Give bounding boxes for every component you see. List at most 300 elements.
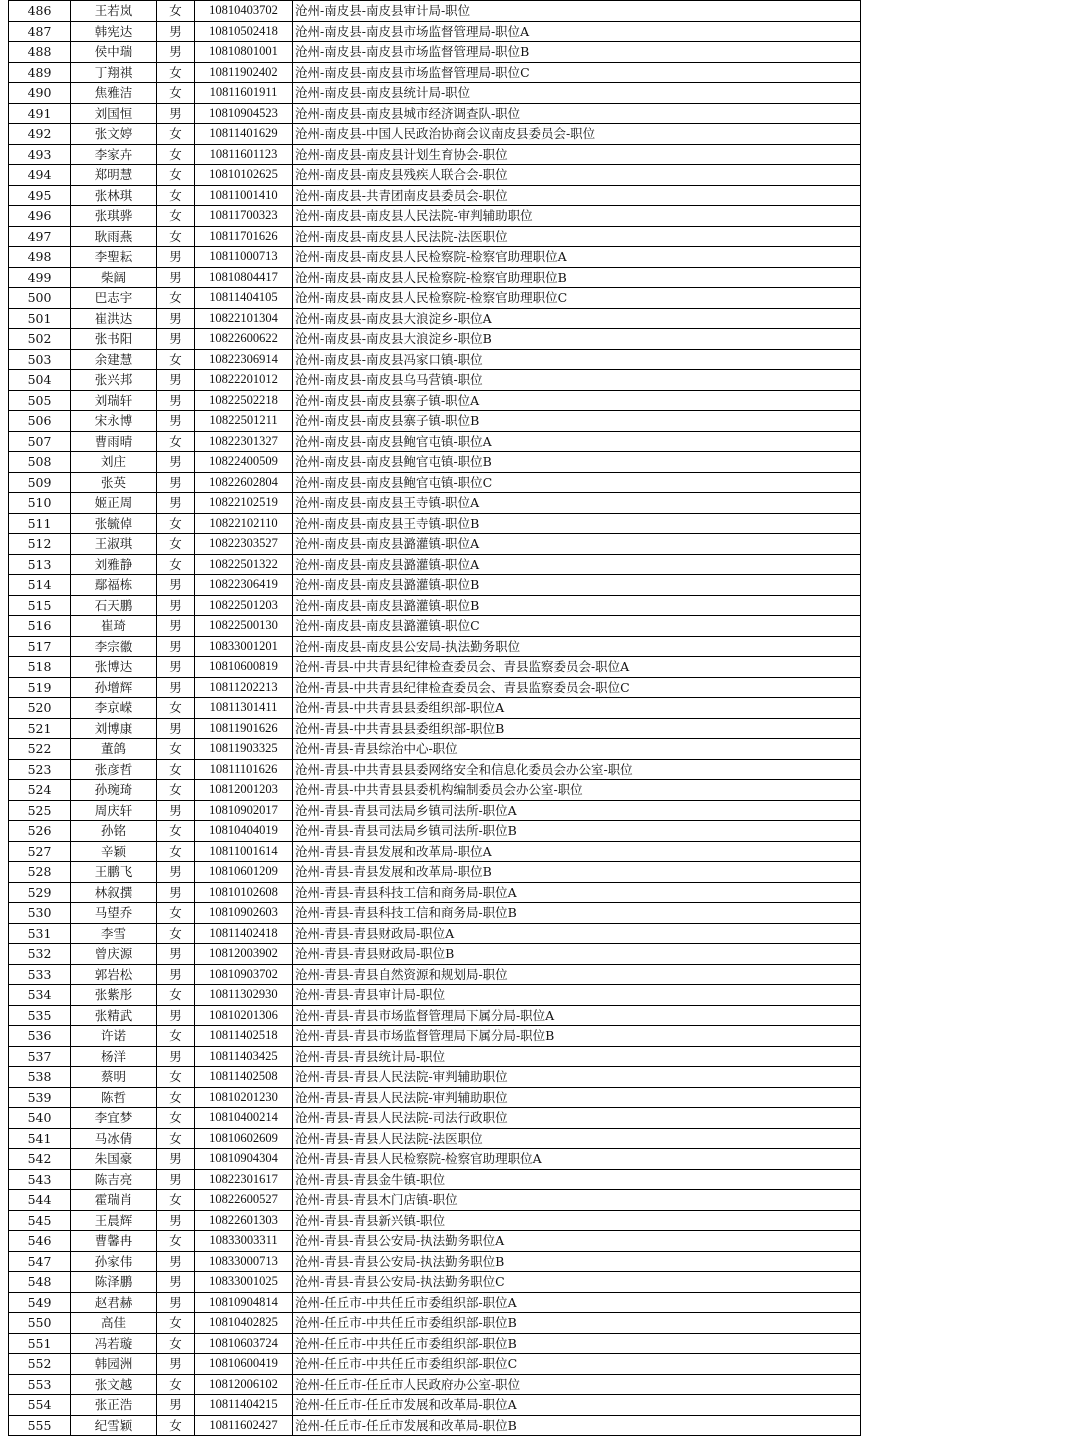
row-number: 525: [9, 800, 71, 821]
exam-ticket-number: 10822602804: [195, 472, 293, 493]
table-row: [9, 677, 861, 698]
candidate-name: 张文婷: [71, 124, 157, 145]
candidate-name: 刘雅静: [71, 554, 157, 575]
row-number: 507: [9, 431, 71, 452]
table-row: [9, 390, 861, 411]
table-row: [9, 452, 861, 473]
candidate-gender: 女: [157, 1374, 195, 1395]
candidate-name: 冯若璇: [71, 1333, 157, 1354]
row-number: 486: [9, 1, 71, 22]
candidate-name: 崔洪达: [71, 308, 157, 329]
row-number: 555: [9, 1415, 71, 1436]
candidate-gender: 女: [157, 780, 195, 801]
results-table-body: [9, 1, 861, 1436]
table-row: [9, 329, 861, 350]
exam-ticket-number: 10812006102: [195, 1374, 293, 1395]
exam-ticket-number: 10811302930: [195, 985, 293, 1006]
row-number: 496: [9, 206, 71, 227]
exam-ticket-number: 10811902402: [195, 62, 293, 83]
row-number: 492: [9, 124, 71, 145]
table-row: [9, 1149, 861, 1170]
candidate-gender: 女: [157, 206, 195, 227]
candidate-name: 韩园洲: [71, 1354, 157, 1375]
candidate-gender: 女: [157, 923, 195, 944]
candidate-name: 王淑琪: [71, 534, 157, 555]
row-number: 504: [9, 370, 71, 391]
row-number: 549: [9, 1292, 71, 1313]
position-title: 沧州-南皮县-南皮县鲍官屯镇-职位B: [293, 452, 861, 473]
position-title: 沧州-青县-青县发展和改革局-职位B: [293, 862, 861, 883]
candidate-gender: 女: [157, 1128, 195, 1149]
position-title: 沧州-青县-青县人民法院-审判辅助职位: [293, 1087, 861, 1108]
row-number: 499: [9, 267, 71, 288]
candidate-gender: 男: [157, 21, 195, 42]
candidate-gender: 男: [157, 1395, 195, 1416]
position-title: 沧州-青县-青县审计局-职位: [293, 985, 861, 1006]
row-number: 537: [9, 1046, 71, 1067]
table-row: [9, 1, 861, 22]
exam-ticket-number: 10811700323: [195, 206, 293, 227]
position-title: 沧州-青县-中共青县县委组织部-职位B: [293, 718, 861, 739]
row-number: 500: [9, 288, 71, 309]
position-title: 沧州-青县-青县人民法院-审判辅助职位: [293, 1067, 861, 1088]
candidate-name: 郑明慧: [71, 165, 157, 186]
candidate-name: 张琪骅: [71, 206, 157, 227]
row-number: 489: [9, 62, 71, 83]
table-row: [9, 431, 861, 452]
candidate-gender: 女: [157, 1108, 195, 1129]
position-title: 沧州-南皮县-南皮县潞灌镇-职位B: [293, 595, 861, 616]
candidate-gender: 女: [157, 1231, 195, 1252]
position-title: 沧州-青县-青县人民检察院-检察官助理职位A: [293, 1149, 861, 1170]
row-number: 490: [9, 83, 71, 104]
exam-ticket-number: 10811402518: [195, 1026, 293, 1047]
candidate-gender: 女: [157, 62, 195, 83]
row-number: 487: [9, 21, 71, 42]
candidate-name: 孙琬琦: [71, 780, 157, 801]
position-title: 沧州-青县-青县财政局-职位B: [293, 944, 861, 965]
candidate-name: 董鸽: [71, 739, 157, 760]
candidate-name: 郭岩松: [71, 964, 157, 985]
position-title: 沧州-南皮县-中国人民政治协商会议南皮县委员会-职位: [293, 124, 861, 145]
position-title: 沧州-南皮县-南皮县市场监督管理局-职位C: [293, 62, 861, 83]
table-row: [9, 636, 861, 657]
position-title: 沧州-南皮县-南皮县寨子镇-职位B: [293, 411, 861, 432]
table-row: [9, 1272, 861, 1293]
candidate-name: 辛颖: [71, 841, 157, 862]
position-title: 沧州-任丘市-任丘市发展和改革局-职位B: [293, 1415, 861, 1436]
table-row: [9, 288, 861, 309]
exam-ticket-number: 10811701626: [195, 226, 293, 247]
candidate-gender: 女: [157, 349, 195, 370]
table-row: [9, 1128, 861, 1149]
position-title: 沧州-青县-青县财政局-职位A: [293, 923, 861, 944]
candidate-gender: 男: [157, 657, 195, 678]
exam-ticket-number: 10811403425: [195, 1046, 293, 1067]
table-row: [9, 144, 861, 165]
table-row: [9, 657, 861, 678]
position-title: 沧州-南皮县-南皮县残疾人联合会-职位: [293, 165, 861, 186]
table-row: [9, 944, 861, 965]
candidate-name: 石天鹏: [71, 595, 157, 616]
exam-ticket-number: 10810404019: [195, 821, 293, 842]
position-title: 沧州-青县-青县公安局-执法勤务职位B: [293, 1251, 861, 1272]
row-number: 545: [9, 1210, 71, 1231]
exam-ticket-number: 10833001201: [195, 636, 293, 657]
exam-ticket-number: 10822501203: [195, 595, 293, 616]
table-row: [9, 103, 861, 124]
candidate-gender: 男: [157, 267, 195, 288]
position-title: 沧州-任丘市-任丘市发展和改革局-职位A: [293, 1395, 861, 1416]
exam-ticket-number: 10810102625: [195, 165, 293, 186]
row-number: 510: [9, 493, 71, 514]
exam-ticket-number: 10822102110: [195, 513, 293, 534]
exam-ticket-number: 10810902603: [195, 903, 293, 924]
position-title: 沧州-南皮县-南皮县人民检察院-检察官助理职位B: [293, 267, 861, 288]
exam-ticket-number: 10810904814: [195, 1292, 293, 1313]
exam-ticket-number: 10810600419: [195, 1354, 293, 1375]
candidate-gender: 女: [157, 739, 195, 760]
candidate-gender: 女: [157, 165, 195, 186]
candidate-name: 马冰倩: [71, 1128, 157, 1149]
candidate-name: 李雪: [71, 923, 157, 944]
exam-ticket-number: 10822303527: [195, 534, 293, 555]
table-row: [9, 841, 861, 862]
table-row: [9, 267, 861, 288]
table-row: [9, 1210, 861, 1231]
exam-ticket-number: 10833003311: [195, 1231, 293, 1252]
candidate-gender: 男: [157, 1169, 195, 1190]
table-row: [9, 1354, 861, 1375]
candidate-gender: 女: [157, 144, 195, 165]
candidate-name: 焦雅洁: [71, 83, 157, 104]
candidate-name: 李京嵘: [71, 698, 157, 719]
position-title: 沧州-青县-中共青县县委网络安全和信息化委员会办公室-职位: [293, 759, 861, 780]
candidate-name: 蔡明: [71, 1067, 157, 1088]
exam-ticket-number: 10810903702: [195, 964, 293, 985]
table-row: [9, 718, 861, 739]
row-number: 512: [9, 534, 71, 555]
row-number: 536: [9, 1026, 71, 1047]
row-number: 531: [9, 923, 71, 944]
position-title: 沧州-南皮县-南皮县统计局-职位: [293, 83, 861, 104]
position-title: 沧州-南皮县-南皮县大浪淀乡-职位A: [293, 308, 861, 329]
candidate-gender: 男: [157, 575, 195, 596]
position-title: 沧州-南皮县-南皮县审计局-职位: [293, 1, 861, 22]
candidate-gender: 女: [157, 698, 195, 719]
table-row: [9, 964, 861, 985]
candidate-gender: 女: [157, 554, 195, 575]
row-number: 527: [9, 841, 71, 862]
position-title: 沧州-南皮县-南皮县大浪淀乡-职位B: [293, 329, 861, 350]
position-title: 沧州-青县-青县公安局-执法勤务职位A: [293, 1231, 861, 1252]
candidate-name: 张正浩: [71, 1395, 157, 1416]
exam-ticket-number: 10822102519: [195, 493, 293, 514]
candidate-name: 许诺: [71, 1026, 157, 1047]
position-title: 沧州-南皮县-南皮县市场监督管理局-职位B: [293, 42, 861, 63]
table-row: [9, 1415, 861, 1436]
candidate-gender: 男: [157, 1210, 195, 1231]
table-row: [9, 534, 861, 555]
candidate-gender: 男: [157, 636, 195, 657]
row-number: 547: [9, 1251, 71, 1272]
candidate-name: 王鹏飞: [71, 862, 157, 883]
candidate-gender: 女: [157, 431, 195, 452]
candidate-name: 余建慧: [71, 349, 157, 370]
row-number: 538: [9, 1067, 71, 1088]
position-title: 沧州-青县-中共青县县委组织部-职位A: [293, 698, 861, 719]
candidate-gender: 男: [157, 103, 195, 124]
table-row: [9, 513, 861, 534]
exam-ticket-number: 10822601303: [195, 1210, 293, 1231]
row-number: 544: [9, 1190, 71, 1211]
candidate-name: 柴阔: [71, 267, 157, 288]
exam-ticket-number: 10810602609: [195, 1128, 293, 1149]
table-row: [9, 780, 861, 801]
exam-ticket-number: 10822101304: [195, 308, 293, 329]
table-row: [9, 739, 861, 760]
candidate-gender: 男: [157, 329, 195, 350]
row-number: 494: [9, 165, 71, 186]
candidate-name: 张彦哲: [71, 759, 157, 780]
row-number: 514: [9, 575, 71, 596]
candidate-gender: 男: [157, 862, 195, 883]
row-number: 509: [9, 472, 71, 493]
candidate-gender: 男: [157, 1292, 195, 1313]
table-row: [9, 349, 861, 370]
table-row: [9, 411, 861, 432]
exam-ticket-number: 10822301617: [195, 1169, 293, 1190]
table-row: [9, 62, 861, 83]
position-title: 沧州-青县-青县综治中心-职位: [293, 739, 861, 760]
exam-ticket-number: 10810801001: [195, 42, 293, 63]
candidate-gender: 男: [157, 247, 195, 268]
candidate-name: 曾庆源: [71, 944, 157, 965]
row-number: 493: [9, 144, 71, 165]
candidate-gender: 女: [157, 226, 195, 247]
position-title: 沧州-南皮县-南皮县市场监督管理局-职位A: [293, 21, 861, 42]
position-title: 沧州-青县-中共青县县委机构编制委员会办公室-职位: [293, 780, 861, 801]
candidate-name: 张毓倬: [71, 513, 157, 534]
candidate-gender: 男: [157, 1272, 195, 1293]
exam-ticket-number: 10811401629: [195, 124, 293, 145]
candidate-name: 朱国豪: [71, 1149, 157, 1170]
exam-ticket-number: 10810904304: [195, 1149, 293, 1170]
row-number: 506: [9, 411, 71, 432]
results-table: [8, 0, 861, 1436]
position-title: 沧州-南皮县-南皮县乌马营镇-职位: [293, 370, 861, 391]
candidate-gender: 男: [157, 1251, 195, 1272]
exam-ticket-number: 10822600622: [195, 329, 293, 350]
position-title: 沧州-青县-中共青县纪律检查委员会、青县监察委员会-职位A: [293, 657, 861, 678]
position-title: 沧州-南皮县-南皮县寨子镇-职位A: [293, 390, 861, 411]
row-number: 518: [9, 657, 71, 678]
exam-ticket-number: 10810804417: [195, 267, 293, 288]
table-row: [9, 472, 861, 493]
exam-ticket-number: 10833000713: [195, 1251, 293, 1272]
exam-ticket-number: 10810601209: [195, 862, 293, 883]
candidate-name: 宋永博: [71, 411, 157, 432]
exam-ticket-number: 10811001614: [195, 841, 293, 862]
position-title: 沧州-青县-青县统计局-职位: [293, 1046, 861, 1067]
table-row: [9, 1046, 861, 1067]
candidate-gender: 女: [157, 1333, 195, 1354]
candidate-gender: 女: [157, 288, 195, 309]
row-number: 539: [9, 1087, 71, 1108]
candidate-name: 张精武: [71, 1005, 157, 1026]
candidate-name: 高佳: [71, 1313, 157, 1334]
candidate-name: 王若岚: [71, 1, 157, 22]
position-title: 沧州-南皮县-南皮县人民检察院-检察官助理职位A: [293, 247, 861, 268]
table-row: [9, 985, 861, 1006]
candidate-gender: 男: [157, 1005, 195, 1026]
exam-ticket-number: 10810600819: [195, 657, 293, 678]
exam-ticket-number: 10811000713: [195, 247, 293, 268]
candidate-gender: 女: [157, 1087, 195, 1108]
candidate-name: 李宗徽: [71, 636, 157, 657]
candidate-name: 刘瑞轩: [71, 390, 157, 411]
position-title: 沧州-青县-青县发展和改革局-职位A: [293, 841, 861, 862]
exam-ticket-number: 10811202213: [195, 677, 293, 698]
position-title: 沧州-南皮县-南皮县冯家口镇-职位: [293, 349, 861, 370]
exam-ticket-number: 10810400214: [195, 1108, 293, 1129]
table-row: [9, 21, 861, 42]
row-number: 520: [9, 698, 71, 719]
exam-ticket-number: 10811601911: [195, 83, 293, 104]
row-number: 553: [9, 1374, 71, 1395]
row-number: 516: [9, 616, 71, 637]
candidate-name: 韩宪达: [71, 21, 157, 42]
row-number: 495: [9, 185, 71, 206]
position-title: 沧州-南皮县-南皮县鲍官屯镇-职位A: [293, 431, 861, 452]
row-number: 521: [9, 718, 71, 739]
row-number: 526: [9, 821, 71, 842]
exam-ticket-number: 10810902017: [195, 800, 293, 821]
candidate-name: 赵君赫: [71, 1292, 157, 1313]
candidate-name: 曹雨晴: [71, 431, 157, 452]
row-number: 505: [9, 390, 71, 411]
table-row: [9, 308, 861, 329]
table-row: [9, 575, 861, 596]
exam-ticket-number: 10811402418: [195, 923, 293, 944]
exam-ticket-number: 10822502218: [195, 390, 293, 411]
candidate-name: 王晨辉: [71, 1210, 157, 1231]
exam-ticket-number: 10833001025: [195, 1272, 293, 1293]
candidate-gender: 女: [157, 513, 195, 534]
candidate-gender: 男: [157, 677, 195, 698]
position-title: 沧州-南皮县-南皮县人民检察院-检察官助理职位C: [293, 288, 861, 309]
candidate-name: 马望乔: [71, 903, 157, 924]
position-title: 沧州-青县-青县人民法院-司法行政职位: [293, 1108, 861, 1129]
row-number: 533: [9, 964, 71, 985]
candidate-name: 陈泽鹏: [71, 1272, 157, 1293]
candidate-gender: 女: [157, 1313, 195, 1334]
position-title: 沧州-青县-青县科技工信和商务局-职位A: [293, 882, 861, 903]
position-title: 沧州-青县-青县自然资源和规划局-职位: [293, 964, 861, 985]
row-number: 513: [9, 554, 71, 575]
position-title: 沧州-任丘市-任丘市人民政府办公室-职位: [293, 1374, 861, 1395]
candidate-gender: 男: [157, 1354, 195, 1375]
position-title: 沧州-南皮县-南皮县王寺镇-职位B: [293, 513, 861, 534]
candidate-gender: 女: [157, 1190, 195, 1211]
candidate-name: 曹馨冉: [71, 1231, 157, 1252]
row-number: 523: [9, 759, 71, 780]
position-title: 沧州-青县-青县新兴镇-职位: [293, 1210, 861, 1231]
row-number: 517: [9, 636, 71, 657]
candidate-name: 巴志宇: [71, 288, 157, 309]
position-title: 沧州-南皮县-南皮县人民法院-法医职位: [293, 226, 861, 247]
candidate-name: 崔琦: [71, 616, 157, 637]
candidate-gender: 女: [157, 821, 195, 842]
position-title: 沧州-南皮县-南皮县潞灌镇-职位C: [293, 616, 861, 637]
row-number: 524: [9, 780, 71, 801]
position-title: 沧州-任丘市-中共任丘市委组织部-职位B: [293, 1313, 861, 1334]
exam-ticket-number: 10822501322: [195, 554, 293, 575]
position-title: 沧州-南皮县-南皮县公安局-执法勤务职位: [293, 636, 861, 657]
candidate-name: 侯中瑞: [71, 42, 157, 63]
table-row: [9, 1108, 861, 1129]
position-title: 沧州-南皮县-南皮县计划生育协会-职位: [293, 144, 861, 165]
exam-ticket-number: 10822306419: [195, 575, 293, 596]
table-row: [9, 1190, 861, 1211]
exam-ticket-number: 10810201306: [195, 1005, 293, 1026]
table-row: [9, 1313, 861, 1334]
candidate-name: 刘国恒: [71, 103, 157, 124]
position-title: 沧州-青县-青县木门店镇-职位: [293, 1190, 861, 1211]
table-row: [9, 124, 861, 145]
row-number: 552: [9, 1354, 71, 1375]
position-title: 沧州-青县-青县人民法院-法医职位: [293, 1128, 861, 1149]
candidate-name: 刘庄: [71, 452, 157, 473]
exam-ticket-number: 10810603724: [195, 1333, 293, 1354]
table-row: [9, 595, 861, 616]
position-title: 沧州-青县-中共青县纪律检查委员会、青县监察委员会-职位C: [293, 677, 861, 698]
exam-ticket-number: 10810102608: [195, 882, 293, 903]
row-number: 498: [9, 247, 71, 268]
candidate-name: 张文越: [71, 1374, 157, 1395]
table-row: [9, 1333, 861, 1354]
candidate-gender: 男: [157, 1046, 195, 1067]
row-number: 528: [9, 862, 71, 883]
candidate-name: 张林琪: [71, 185, 157, 206]
position-title: 沧州-任丘市-中共任丘市委组织部-职位A: [293, 1292, 861, 1313]
candidate-gender: 男: [157, 595, 195, 616]
row-number: 534: [9, 985, 71, 1006]
table-row: [9, 698, 861, 719]
candidate-name: 霍瑞肖: [71, 1190, 157, 1211]
exam-ticket-number: 10811402508: [195, 1067, 293, 1088]
row-number: 503: [9, 349, 71, 370]
row-number: 491: [9, 103, 71, 124]
candidate-name: 鄢福栋: [71, 575, 157, 596]
candidate-gender: 男: [157, 964, 195, 985]
table-row: [9, 42, 861, 63]
candidate-name: 孙增辉: [71, 677, 157, 698]
table-row: [9, 923, 861, 944]
candidate-name: 孙家伟: [71, 1251, 157, 1272]
table-row: [9, 370, 861, 391]
position-title: 沧州-南皮县-共青团南皮县委员会-职位: [293, 185, 861, 206]
candidate-name: 陈吉亮: [71, 1169, 157, 1190]
candidate-name: 丁翔祺: [71, 62, 157, 83]
candidate-gender: 女: [157, 185, 195, 206]
candidate-name: 姬正周: [71, 493, 157, 514]
row-number: 530: [9, 903, 71, 924]
row-number: 542: [9, 1149, 71, 1170]
table-row: [9, 206, 861, 227]
exam-ticket-number: 10811903325: [195, 739, 293, 760]
candidate-name: 李宜梦: [71, 1108, 157, 1129]
